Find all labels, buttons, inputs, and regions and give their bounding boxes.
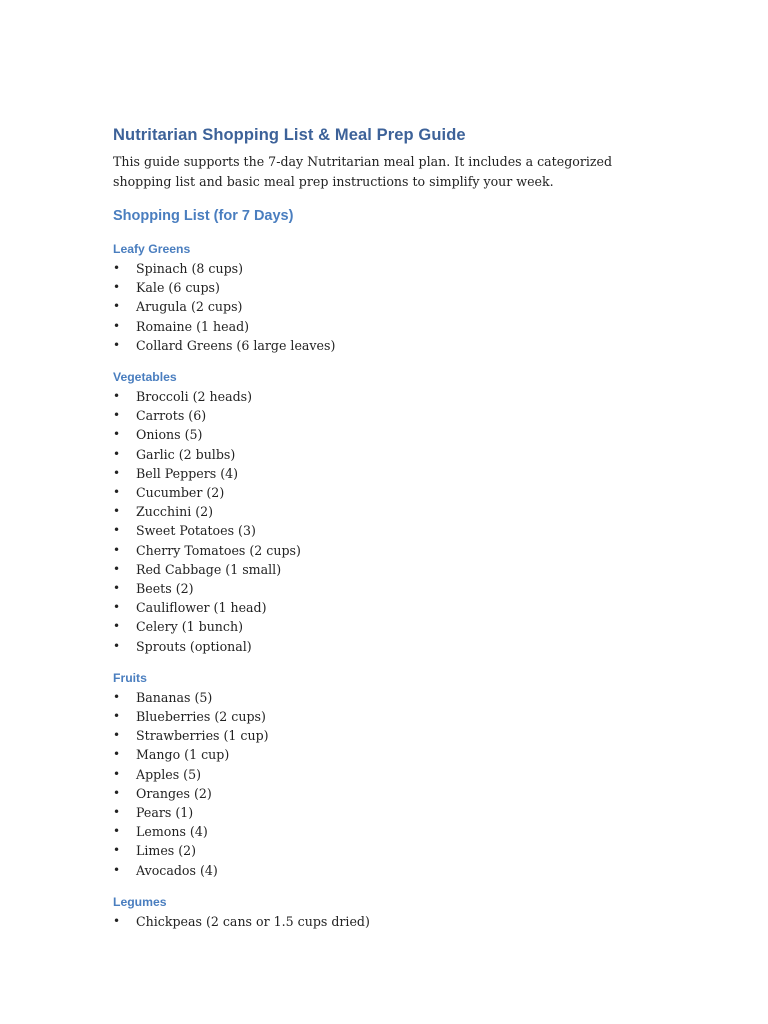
page-title: Nutritarian Shopping List & Meal Prep Guide: [113, 126, 466, 144]
list-item-text: Beets (2): [136, 581, 194, 597]
list-item-text: Lemons (4): [136, 824, 208, 840]
list-item: [113, 803, 673, 822]
category-item-list: [113, 912, 673, 931]
bullet-icon: •: [113, 785, 121, 800]
bullet-icon: •: [113, 446, 121, 461]
category-item-list: [113, 259, 673, 355]
list-item-text: Spinach (8 cups): [136, 261, 244, 276]
list-item: [113, 483, 673, 502]
list-item-text: Bell Peppers (4): [136, 465, 239, 481]
list-item-text: Kale (6 cups): [136, 280, 220, 296]
bullet-icon: •: [113, 689, 121, 704]
list-item-text: Apples (5): [136, 766, 202, 782]
bullet-icon: •: [113, 561, 121, 576]
list-item-text: Limes (2): [136, 843, 197, 859]
list-item: [113, 745, 673, 764]
list-item-text: Red Cabbage (1 small): [136, 561, 282, 577]
list-item-text: Arugula (2 cups): [136, 299, 243, 315]
category-heading: Legumes: [113, 894, 167, 909]
list-item-text: Sweet Potatoes (3): [136, 523, 256, 539]
list-item-text: Cucumber (2): [136, 485, 225, 501]
list-item-text: Romaine (1 head): [136, 318, 250, 334]
list-item: [113, 560, 673, 579]
list-item: [113, 841, 673, 860]
list-item: [113, 336, 673, 355]
list-item-text: Collard Greens (6 large leaves): [136, 337, 336, 353]
bullet-icon: •: [113, 766, 121, 781]
shopping-list-categories: [113, 240, 673, 931]
list-item-text: Avocados (4): [136, 862, 218, 878]
intro-paragraph: This guide supports the 7-day Nutritarian meal plan. It includes a categorized shopping list and basic meal prep instructions to simplify your week.: [113, 154, 613, 189]
list-item: [113, 598, 673, 617]
bullet-icon: •: [113, 465, 121, 480]
list-item-text: Chickpeas (2 cans or 1.5 cups dried): [136, 913, 370, 929]
category-heading: Leafy Greens: [113, 242, 191, 256]
bullet-icon: •: [113, 824, 121, 839]
list-item: [113, 861, 673, 880]
list-item-text: Sprouts (optional): [136, 638, 252, 654]
bullet-icon: •: [113, 485, 121, 500]
list-item: [113, 688, 673, 707]
list-item: [113, 822, 673, 841]
list-item: [113, 502, 673, 521]
list-item-text: Strawberries (1 cup): [136, 728, 269, 744]
section-title-shopping-list: Shopping List (for 7 Days): [113, 208, 294, 224]
bullet-icon: •: [113, 542, 121, 557]
list-item: [113, 406, 673, 425]
list-item-text: Garlic (2 bulbs): [136, 446, 236, 462]
bullet-icon: •: [113, 318, 121, 333]
bullet-icon: •: [113, 600, 121, 615]
list-item-text: Oranges (2): [136, 785, 212, 801]
bullet-icon: •: [113, 843, 121, 858]
list-item-text: Carrots (6): [136, 408, 207, 424]
list-item-text: Celery (1 bunch): [136, 619, 243, 635]
bullet-icon: •: [113, 638, 121, 653]
list-item: [113, 784, 673, 803]
list-item-text: Blueberries (2 cups): [136, 709, 266, 725]
document-page: [113, 124, 673, 944]
bullet-icon: •: [113, 581, 121, 596]
bullet-icon: •: [113, 504, 121, 519]
bullet-icon: •: [113, 728, 121, 743]
list-item: [113, 617, 673, 636]
list-item-text: Bananas (5): [136, 689, 213, 705]
list-item-text: Pears (1): [136, 805, 194, 821]
bullet-icon: •: [113, 747, 121, 762]
bullet-icon: •: [113, 280, 121, 295]
bullet-icon: •: [113, 408, 121, 423]
category-item-list: [113, 387, 673, 656]
bullet-icon: •: [113, 913, 121, 928]
category-heading: Fruits: [113, 670, 147, 685]
bullet-icon: •: [113, 261, 121, 275]
list-item: [113, 541, 673, 560]
list-item: [113, 297, 673, 316]
list-item: [113, 521, 673, 540]
list-item: [113, 425, 673, 444]
list-item: [113, 445, 673, 464]
bullet-icon: •: [113, 523, 121, 538]
list-item: [113, 579, 673, 598]
list-item: [113, 387, 673, 406]
list-item: [113, 726, 673, 745]
bullet-icon: •: [113, 337, 121, 352]
list-item-text: Onions (5): [136, 427, 203, 443]
list-item: [113, 765, 673, 784]
list-item: [113, 464, 673, 483]
bullet-icon: •: [113, 427, 121, 442]
list-item: [113, 259, 673, 278]
list-item-text: Cauliflower (1 head): [136, 600, 267, 616]
list-item-text: Mango (1 cup): [136, 747, 230, 763]
list-item: [113, 278, 673, 297]
bullet-icon: •: [113, 805, 121, 820]
bullet-icon: •: [113, 862, 121, 877]
bullet-icon: •: [113, 389, 121, 404]
list-item-text: Cherry Tomatoes (2 cups): [136, 542, 301, 558]
category-item-list: [113, 688, 673, 880]
bullet-icon: •: [113, 299, 121, 314]
list-item-text: Broccoli (2 heads): [136, 389, 253, 405]
list-item: [113, 707, 673, 726]
list-item: [113, 637, 673, 656]
bullet-icon: •: [113, 709, 121, 724]
list-item: [113, 317, 673, 336]
list-item: [113, 912, 673, 931]
category-heading: Vegetables: [113, 370, 177, 385]
bullet-icon: •: [113, 619, 121, 634]
list-item-text: Zucchini (2): [136, 504, 214, 520]
